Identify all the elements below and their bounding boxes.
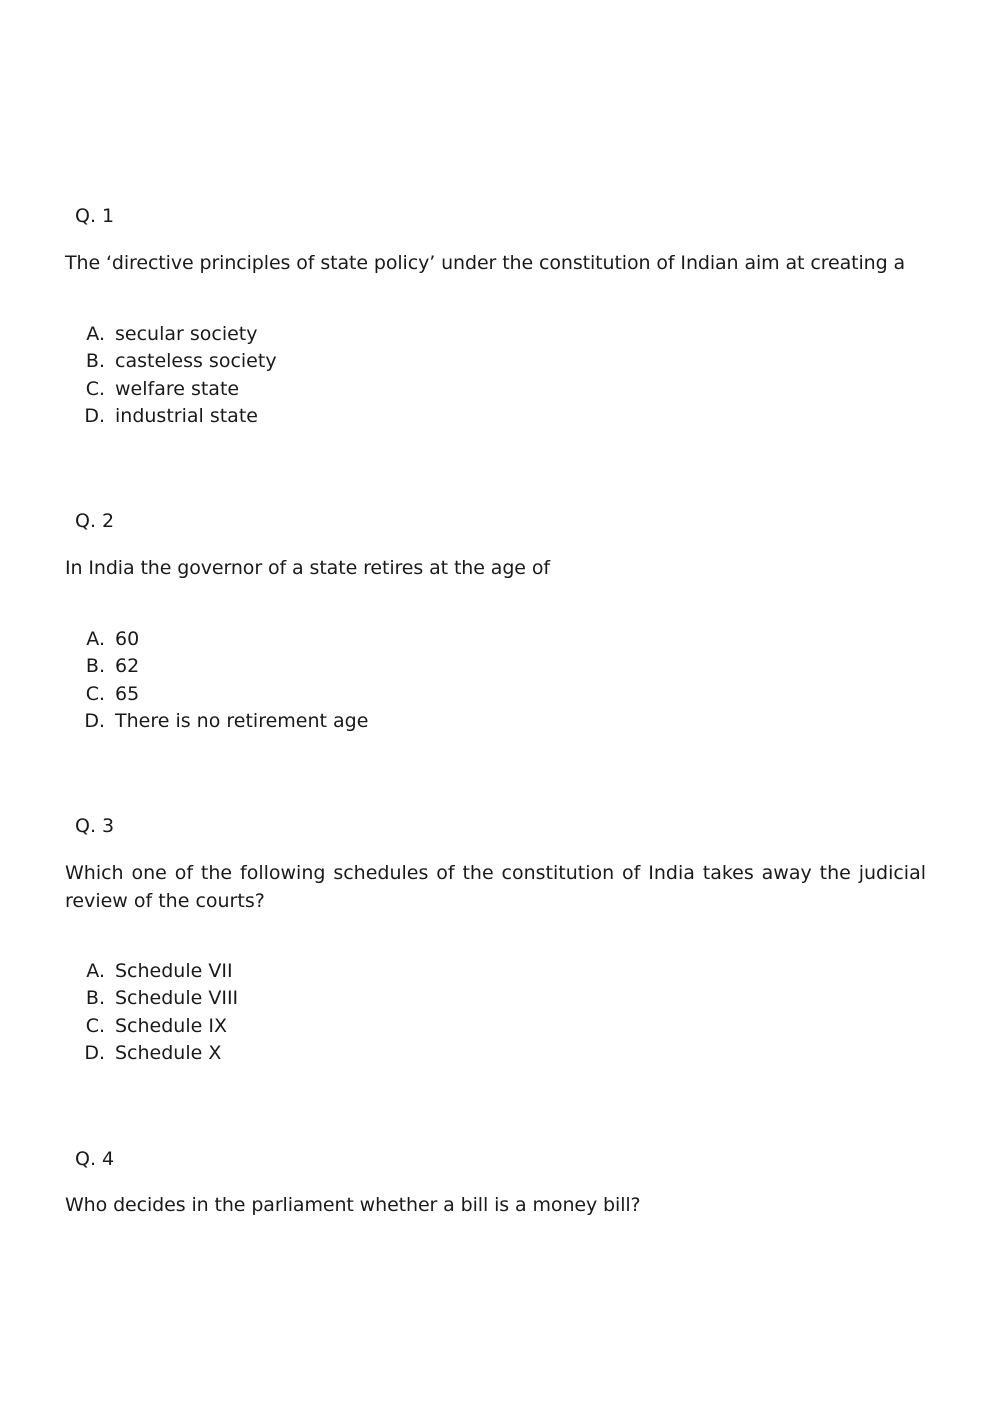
option-letter: B. — [85, 655, 105, 678]
option-letter: A. — [86, 960, 105, 982]
option-text: Schedule X — [115, 1042, 222, 1065]
question-number: Q. 1 — [75, 205, 115, 227]
option-letter: B. — [85, 987, 105, 1010]
option-text: 62 — [115, 655, 140, 678]
option-text: welfare state — [115, 377, 240, 400]
option-text: There is no retirement age — [115, 710, 369, 733]
option-text: industrial state — [115, 405, 258, 428]
option-text: 65 — [115, 682, 140, 705]
option-text: Schedule IX — [115, 1014, 227, 1037]
option-text: Schedule VII — [115, 960, 233, 982]
option-text: casteless society — [115, 350, 277, 373]
option-text: secular society — [115, 323, 258, 345]
option-letter: D. — [84, 405, 105, 428]
question-text: The ‘directive principles of state policy’ under the constitution of Indian aim at creating a — [65, 252, 906, 274]
option-letter: C. — [85, 1014, 105, 1037]
question-number: Q. 3 — [75, 815, 115, 837]
option-text: 60 — [115, 628, 140, 650]
option-letter: D. — [84, 710, 105, 733]
question-text: In India the governor of a state retires at the age of — [65, 557, 550, 579]
option-letter: A. — [86, 323, 105, 345]
option-letter: A. — [86, 628, 105, 650]
question-text: Who decides in the parliament whether a bill is a money bill? — [65, 1194, 641, 1216]
option-letter: B. — [85, 350, 105, 373]
option-text: Schedule VIII — [115, 987, 239, 1010]
option-letter: D. — [84, 1042, 105, 1065]
question-number: Q. 4 — [75, 1148, 115, 1170]
question-number: Q. 2 — [75, 510, 115, 532]
option-letter: C. — [85, 682, 105, 705]
question-text: Which one of the following schedules of the constitution of India takes away the judicial review of the courts? — [65, 862, 926, 912]
option-letter: C. — [85, 377, 105, 400]
